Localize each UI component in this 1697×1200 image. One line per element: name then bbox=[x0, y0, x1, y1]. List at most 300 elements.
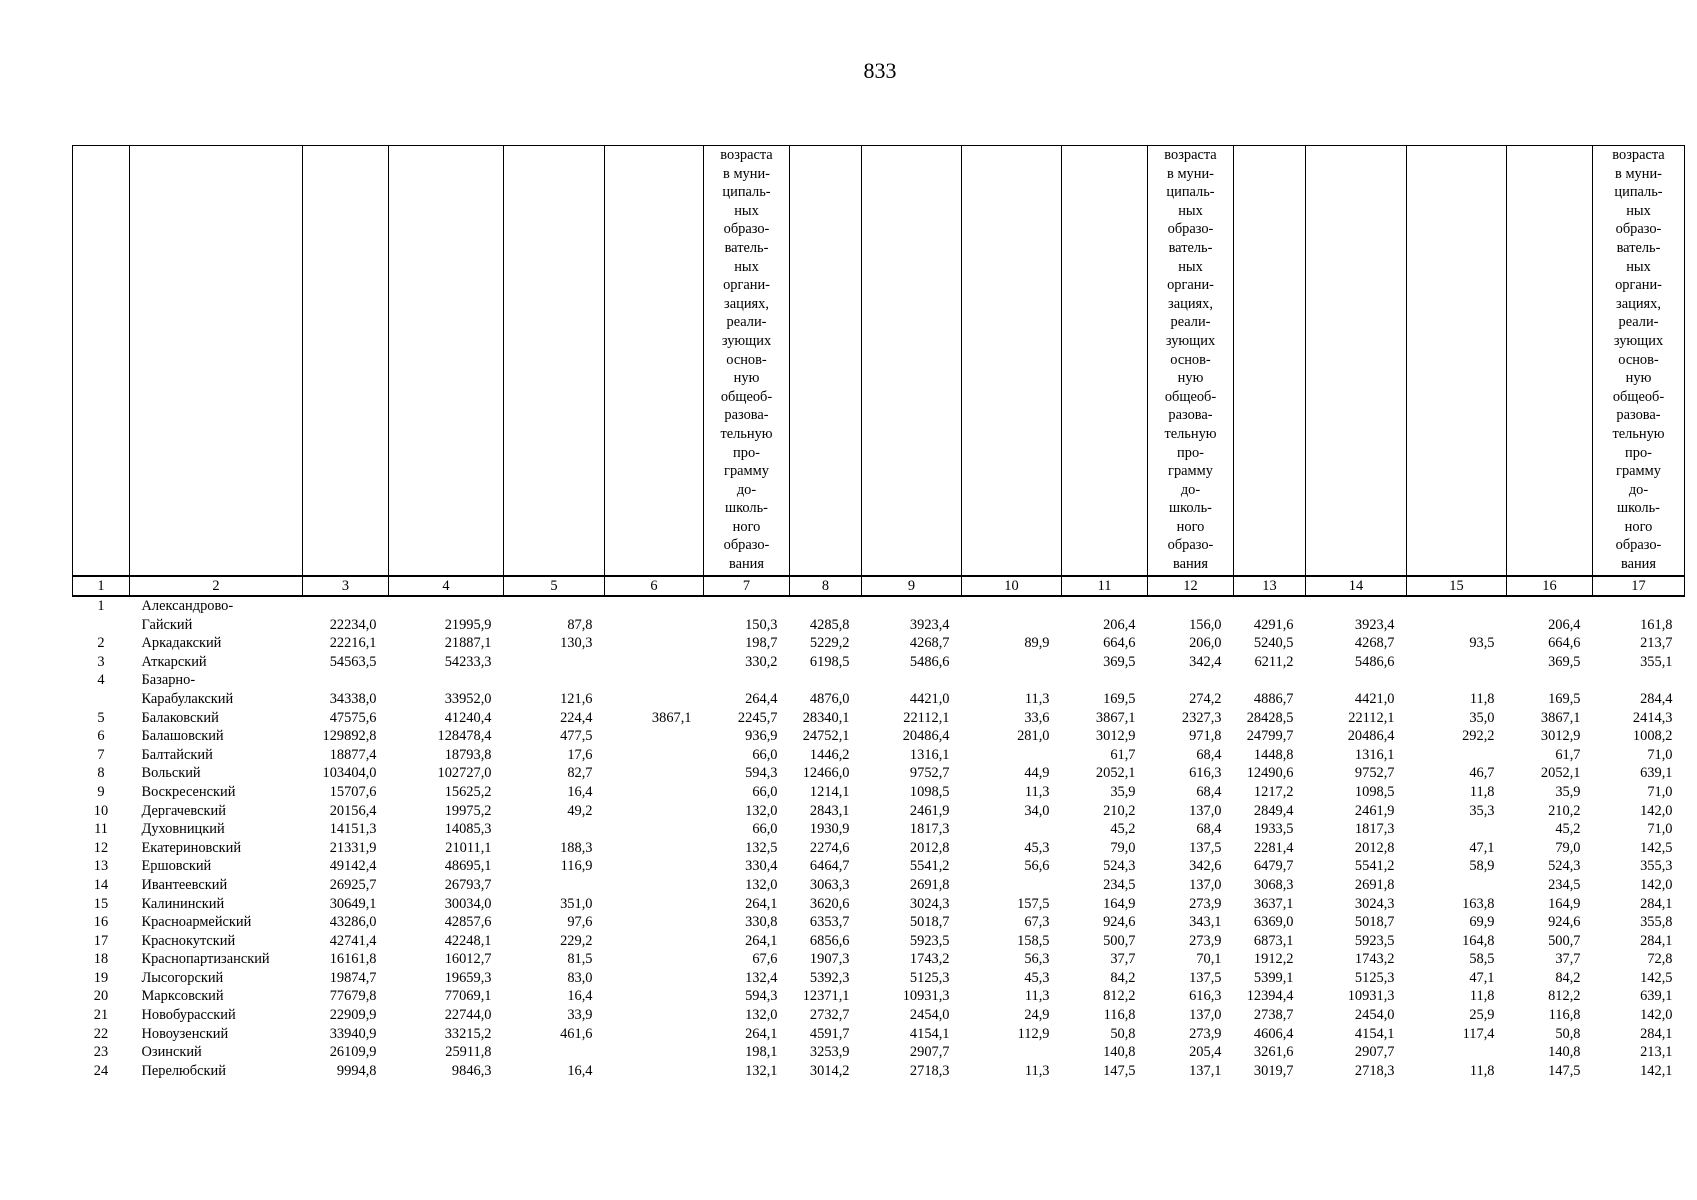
value-cell: 67,3 bbox=[1024, 914, 1050, 931]
row-index: 11 bbox=[94, 821, 108, 838]
header-cell-col-12: возраста в муни- ципаль- ных образо- ватель- ных органи- зациях, реали- зующих основ- ную общеоб- разова- тельную про- грамму до- школь- ного образо- вания bbox=[1148, 146, 1234, 577]
value-cell: 664,6 bbox=[1548, 635, 1581, 652]
value-cell: 142,0 bbox=[1640, 1007, 1673, 1024]
value-cell: 369,5 bbox=[1548, 653, 1581, 670]
table-row bbox=[73, 671, 1685, 708]
value-cell: 3014,2 bbox=[809, 1062, 850, 1079]
value-cell: 130,3 bbox=[560, 635, 593, 652]
value-cell: 21331,9 bbox=[329, 839, 377, 856]
row-index: 20 bbox=[93, 988, 109, 1005]
value-cell bbox=[605, 764, 704, 783]
value-cell: 34,0 bbox=[1024, 802, 1050, 819]
table-row bbox=[73, 727, 1685, 746]
row-index: 12 bbox=[93, 839, 109, 856]
district-name: Аркадакский bbox=[141, 635, 222, 652]
column-number-7: 7 bbox=[704, 576, 790, 596]
value-cell: 330,2 bbox=[745, 653, 778, 670]
value-cell: 616,3 bbox=[1189, 988, 1222, 1005]
value-cell: 12490,6 bbox=[1246, 765, 1294, 782]
value-cell: 6369,0 bbox=[1253, 914, 1294, 931]
value-cell: 26925,7 bbox=[329, 876, 377, 893]
value-cell: 5392,3 bbox=[809, 969, 850, 986]
header-cell-col-2 bbox=[130, 146, 303, 577]
column-number-row bbox=[73, 576, 1685, 596]
value-cell: 639,1 bbox=[1640, 988, 1673, 1005]
value-cell bbox=[605, 876, 704, 895]
value-cell: 477,5 bbox=[560, 728, 593, 745]
value-cell: 14085,3 bbox=[444, 821, 492, 838]
value-cell: 128478,4 bbox=[437, 728, 492, 745]
value-cell: 264,1 bbox=[745, 932, 778, 949]
value-cell: 10931,3 bbox=[1347, 988, 1395, 1005]
value-cell: 355,3 bbox=[1640, 858, 1673, 875]
value-cell: 15625,2 bbox=[444, 783, 492, 800]
value-cell: 188,3 bbox=[560, 839, 593, 856]
value-cell: 284,1 bbox=[1640, 1025, 1673, 1042]
value-cell: 56,3 bbox=[1024, 951, 1050, 968]
column-number-11: 11 bbox=[1062, 576, 1148, 596]
column-number-4: 4 bbox=[389, 576, 504, 596]
value-cell: 639,1 bbox=[1640, 765, 1673, 782]
value-cell: 33,9 bbox=[567, 1007, 593, 1024]
value-cell: 140,8 bbox=[1103, 1044, 1136, 1061]
value-cell: 15707,6 bbox=[329, 783, 377, 800]
value-cell: 103404,0 bbox=[322, 765, 377, 782]
value-cell: 2274,6 bbox=[809, 839, 850, 856]
value-cell: 84,2 bbox=[1555, 969, 1581, 986]
header-cell-col-4 bbox=[389, 146, 504, 577]
row-index: 6 bbox=[97, 728, 105, 745]
value-cell: 274,2 bbox=[1189, 690, 1222, 707]
value-cell: 48695,1 bbox=[444, 858, 492, 875]
column-number-5: 5 bbox=[504, 576, 605, 596]
value-cell: 132,0 bbox=[745, 876, 778, 893]
value-cell: 2738,7 bbox=[1253, 1007, 1294, 1024]
column-header-row bbox=[73, 146, 1685, 577]
value-cell bbox=[504, 876, 605, 895]
value-cell: 21887,1 bbox=[444, 635, 492, 652]
row-index: 7 bbox=[97, 746, 105, 763]
value-cell: 35,0 bbox=[1469, 709, 1495, 726]
value-cell: 30034,0 bbox=[444, 895, 492, 912]
table-row bbox=[73, 895, 1685, 914]
row-index: 24 bbox=[93, 1062, 109, 1079]
value-cell: 5541,2 bbox=[909, 858, 950, 875]
row-index: 19 bbox=[93, 969, 109, 986]
budget-table bbox=[72, 145, 1685, 1080]
value-cell: 273,9 bbox=[1189, 895, 1222, 912]
district-name: Красноармейский bbox=[141, 914, 252, 931]
district-name: Краснокутский bbox=[141, 932, 236, 949]
value-cell: 4268,7 bbox=[1354, 635, 1395, 652]
value-cell: 461,6 bbox=[560, 1025, 593, 1042]
value-cell: 1743,2 bbox=[1354, 951, 1395, 968]
value-cell: 132,5 bbox=[745, 839, 778, 856]
value-cell: 2843,1 bbox=[809, 802, 850, 819]
value-cell: 11,8 bbox=[1469, 1062, 1495, 1079]
table-row bbox=[73, 1025, 1685, 1044]
value-cell: 229,2 bbox=[560, 932, 593, 949]
row-index: 9 bbox=[97, 783, 105, 800]
column-number-13: 13 bbox=[1234, 576, 1306, 596]
value-cell: 6856,6 bbox=[809, 932, 850, 949]
value-cell: 116,9 bbox=[560, 858, 593, 875]
value-cell: 2327,3 bbox=[1181, 709, 1222, 726]
table-row bbox=[73, 950, 1685, 969]
value-cell: 25,9 bbox=[1469, 1007, 1495, 1024]
value-cell: 150,3 bbox=[745, 616, 778, 633]
value-cell: 20486,4 bbox=[1347, 728, 1395, 745]
value-cell: 9752,7 bbox=[1354, 765, 1395, 782]
value-cell: 1098,5 bbox=[909, 783, 950, 800]
value-cell: 2718,3 bbox=[1354, 1062, 1395, 1079]
value-cell: 2414,3 bbox=[1632, 709, 1673, 726]
value-cell: 22909,9 bbox=[329, 1007, 377, 1024]
value-cell bbox=[605, 802, 704, 821]
value-cell: 102727,0 bbox=[437, 765, 492, 782]
value-cell: 33,6 bbox=[1024, 709, 1050, 726]
value-cell: 142,1 bbox=[1640, 1062, 1673, 1079]
value-cell: 6198,5 bbox=[809, 653, 850, 670]
value-cell: 4268,7 bbox=[909, 635, 950, 652]
value-cell: 4291,6 bbox=[1253, 616, 1294, 633]
district-name: Дергачевский bbox=[141, 802, 226, 819]
value-cell: 45,2 bbox=[1110, 821, 1136, 838]
value-cell: 3068,3 bbox=[1253, 876, 1294, 893]
value-cell: 47,1 bbox=[1469, 969, 1495, 986]
value-cell: 18793,8 bbox=[444, 746, 492, 763]
value-cell: 1008,2 bbox=[1632, 728, 1673, 745]
value-cell bbox=[605, 1062, 704, 1081]
value-cell: 5923,5 bbox=[1354, 932, 1395, 949]
value-cell: 16012,7 bbox=[444, 951, 492, 968]
row-index: 1 bbox=[97, 598, 105, 614]
value-cell: 11,8 bbox=[1469, 783, 1495, 800]
value-cell: 12394,4 bbox=[1246, 988, 1294, 1005]
value-cell: 1907,3 bbox=[809, 951, 850, 968]
value-cell: 1743,2 bbox=[909, 951, 950, 968]
value-cell: 1316,1 bbox=[909, 746, 950, 763]
row-index: 17 bbox=[93, 932, 109, 949]
value-cell: 20486,4 bbox=[902, 728, 950, 745]
value-cell: 19659,3 bbox=[444, 969, 492, 986]
district-name: Ершовский bbox=[141, 858, 212, 875]
value-cell: 67,6 bbox=[752, 951, 778, 968]
table-row bbox=[73, 634, 1685, 653]
value-cell: 1912,2 bbox=[1253, 951, 1294, 968]
value-cell: 330,4 bbox=[745, 858, 778, 875]
value-cell: 284,4 bbox=[1640, 690, 1673, 707]
value-cell: 9846,3 bbox=[451, 1062, 492, 1079]
value-cell: 47575,6 bbox=[329, 709, 377, 726]
value-cell bbox=[1407, 653, 1507, 672]
value-cell: 11,8 bbox=[1469, 988, 1495, 1005]
value-cell: 45,3 bbox=[1024, 839, 1050, 856]
value-cell: 14151,3 bbox=[329, 821, 377, 838]
row-index: 2 bbox=[97, 635, 105, 652]
district-name: Калининский bbox=[141, 895, 225, 912]
table-row bbox=[73, 839, 1685, 858]
table-row bbox=[73, 783, 1685, 802]
value-cell: 30649,1 bbox=[329, 895, 377, 912]
value-cell: 137,1 bbox=[1189, 1062, 1222, 1079]
value-cell: 79,0 bbox=[1110, 839, 1136, 856]
district-name: Балаковский bbox=[141, 709, 219, 726]
value-cell: 264,1 bbox=[745, 895, 778, 912]
value-cell: 524,3 bbox=[1103, 858, 1136, 875]
value-cell bbox=[605, 746, 704, 765]
value-cell: 71,0 bbox=[1647, 821, 1673, 838]
value-cell: 117,4 bbox=[1462, 1025, 1495, 1042]
value-cell bbox=[605, 596, 704, 634]
value-cell: 3024,3 bbox=[909, 895, 950, 912]
value-cell: 66,0 bbox=[752, 746, 778, 763]
value-cell: 3923,4 bbox=[1354, 616, 1395, 633]
column-number-1: 1 bbox=[73, 576, 130, 596]
value-cell: 61,7 bbox=[1555, 746, 1581, 763]
header-cell-col-1 bbox=[73, 146, 130, 577]
value-cell: 1817,3 bbox=[1354, 821, 1395, 838]
value-cell: 169,5 bbox=[1548, 690, 1581, 707]
value-cell: 369,5 bbox=[1103, 653, 1136, 670]
value-cell: 22112,1 bbox=[1348, 709, 1395, 726]
value-cell: 3637,1 bbox=[1253, 895, 1294, 912]
value-cell bbox=[605, 1043, 704, 1062]
value-cell: 2461,9 bbox=[1354, 802, 1395, 819]
value-cell: 292,2 bbox=[1462, 728, 1495, 745]
value-cell: 10931,3 bbox=[902, 988, 950, 1005]
value-cell bbox=[605, 987, 704, 1006]
value-cell: 56,6 bbox=[1024, 858, 1050, 875]
value-cell: 2012,8 bbox=[1354, 839, 1395, 856]
row-index: 5 bbox=[97, 709, 105, 726]
value-cell: 37,7 bbox=[1110, 951, 1136, 968]
value-cell: 4606,4 bbox=[1253, 1025, 1294, 1042]
value-cell bbox=[504, 653, 605, 672]
value-cell: 121,6 bbox=[560, 690, 593, 707]
value-cell: 132,4 bbox=[745, 969, 778, 986]
value-cell: 46,7 bbox=[1469, 765, 1495, 782]
value-cell: 112,9 bbox=[1017, 1025, 1050, 1042]
value-cell bbox=[605, 857, 704, 876]
district-name: Перелюбский bbox=[141, 1062, 226, 1079]
value-cell: 147,5 bbox=[1103, 1062, 1136, 1079]
value-cell bbox=[504, 820, 605, 839]
value-cell: 3867,1 bbox=[1540, 709, 1581, 726]
value-cell: 58,9 bbox=[1469, 858, 1495, 875]
value-cell bbox=[605, 727, 704, 746]
value-cell: 351,0 bbox=[560, 895, 593, 912]
value-cell: 18877,4 bbox=[329, 746, 377, 763]
value-cell: 34338,0 bbox=[329, 690, 377, 707]
value-cell: 24799,7 bbox=[1246, 728, 1294, 745]
value-cell: 524,3 bbox=[1548, 858, 1581, 875]
value-cell: 17,6 bbox=[567, 746, 593, 763]
value-cell: 137,0 bbox=[1189, 1007, 1222, 1024]
column-number-2: 2 bbox=[130, 576, 303, 596]
value-cell: 4591,7 bbox=[809, 1025, 850, 1042]
value-cell: 6479,7 bbox=[1253, 858, 1294, 875]
value-cell: 42248,1 bbox=[444, 932, 492, 949]
value-cell: 594,3 bbox=[745, 988, 778, 1005]
row-index: 22 bbox=[93, 1025, 109, 1042]
value-cell: 137,5 bbox=[1189, 969, 1222, 986]
value-cell: 42857,6 bbox=[444, 914, 492, 931]
value-cell: 71,0 bbox=[1647, 783, 1673, 800]
column-number-15: 15 bbox=[1407, 576, 1507, 596]
value-cell: 87,8 bbox=[567, 616, 593, 633]
value-cell: 2718,3 bbox=[909, 1062, 950, 1079]
district-name: Ивантеевский bbox=[141, 876, 228, 893]
header-cell-col-5 bbox=[504, 146, 605, 577]
value-cell: 664,6 bbox=[1103, 635, 1136, 652]
value-cell: 2691,8 bbox=[1354, 876, 1395, 893]
header-cell-col-6 bbox=[605, 146, 704, 577]
row-index: 8 bbox=[97, 765, 105, 782]
value-cell: 936,9 bbox=[745, 728, 778, 745]
value-cell: 5399,1 bbox=[1253, 969, 1294, 986]
value-cell: 5125,3 bbox=[1354, 969, 1395, 986]
value-cell: 16161,8 bbox=[329, 951, 377, 968]
table-row bbox=[73, 913, 1685, 932]
value-cell: 9752,7 bbox=[909, 765, 950, 782]
value-cell: 35,3 bbox=[1469, 802, 1495, 819]
value-cell: 24,9 bbox=[1024, 1007, 1050, 1024]
value-cell: 206,4 bbox=[1548, 616, 1581, 633]
value-cell: 2849,4 bbox=[1253, 802, 1294, 819]
header-cell-col-7: возраста в муни- ципаль- ных образо- ватель- ных органи- зациях, реали- зующих основ- ную общеоб- разова- тельную про- грамму до- школь- ного образо- вания bbox=[704, 146, 790, 577]
row-index: 14 bbox=[93, 876, 109, 893]
value-cell: 206,0 bbox=[1189, 635, 1222, 652]
value-cell: 68,4 bbox=[1196, 821, 1222, 838]
value-cell: 4876,0 bbox=[809, 690, 850, 707]
header-cell-col-16 bbox=[1507, 146, 1593, 577]
value-cell: 1817,3 bbox=[909, 821, 950, 838]
value-cell bbox=[605, 1006, 704, 1025]
value-cell: 2907,7 bbox=[1354, 1044, 1395, 1061]
value-cell: 284,1 bbox=[1640, 932, 1673, 949]
value-cell bbox=[605, 895, 704, 914]
value-cell: 500,7 bbox=[1103, 932, 1136, 949]
row-index: 23 bbox=[93, 1044, 109, 1061]
table-row bbox=[73, 709, 1685, 728]
value-cell: 49,2 bbox=[567, 802, 593, 819]
value-cell: 3261,6 bbox=[1253, 1044, 1294, 1061]
value-cell: 68,4 bbox=[1196, 746, 1222, 763]
header-cell-col-13 bbox=[1234, 146, 1306, 577]
value-cell bbox=[962, 596, 1062, 634]
table-row bbox=[73, 1043, 1685, 1062]
header-cell-col-8 bbox=[790, 146, 862, 577]
value-cell bbox=[605, 913, 704, 932]
table-row bbox=[73, 764, 1685, 783]
value-cell: 273,9 bbox=[1189, 1025, 1222, 1042]
value-cell bbox=[1407, 820, 1507, 839]
value-cell: 21995,9 bbox=[444, 616, 492, 633]
value-cell: 281,0 bbox=[1017, 728, 1050, 745]
row-index: 13 bbox=[93, 858, 109, 875]
value-cell: 812,2 bbox=[1103, 988, 1136, 1005]
value-cell: 97,6 bbox=[567, 914, 593, 931]
value-cell: 198,1 bbox=[745, 1044, 778, 1061]
value-cell: 9994,8 bbox=[336, 1062, 377, 1079]
column-number-17: 17 bbox=[1593, 576, 1685, 596]
value-cell: 213,1 bbox=[1640, 1044, 1673, 1061]
value-cell: 43286,0 bbox=[329, 914, 377, 931]
district-name: Аткарский bbox=[141, 653, 207, 670]
district-name: Екатериновский bbox=[141, 839, 242, 856]
table-row bbox=[73, 876, 1685, 895]
value-cell bbox=[605, 839, 704, 858]
value-cell: 5923,5 bbox=[909, 932, 950, 949]
value-cell: 11,3 bbox=[1024, 988, 1050, 1005]
value-cell: 12466,0 bbox=[802, 765, 850, 782]
column-number-14: 14 bbox=[1306, 576, 1407, 596]
value-cell: 500,7 bbox=[1548, 932, 1581, 949]
value-cell: 84,2 bbox=[1110, 969, 1136, 986]
value-cell: 1448,8 bbox=[1253, 746, 1294, 763]
value-cell: 5541,2 bbox=[1354, 858, 1395, 875]
value-cell bbox=[1407, 596, 1507, 634]
value-cell: 49142,4 bbox=[329, 858, 377, 875]
value-cell: 343,1 bbox=[1189, 914, 1222, 931]
value-cell: 161,8 bbox=[1640, 616, 1673, 633]
value-cell: 3867,1 bbox=[651, 709, 692, 726]
value-cell: 5125,3 bbox=[909, 969, 950, 986]
value-cell bbox=[605, 653, 704, 672]
table-row bbox=[73, 802, 1685, 821]
value-cell: 3012,9 bbox=[1540, 728, 1581, 745]
value-cell: 11,3 bbox=[1024, 690, 1050, 707]
value-cell: 164,9 bbox=[1548, 895, 1581, 912]
value-cell: 83,0 bbox=[567, 969, 593, 986]
value-cell: 5229,2 bbox=[809, 635, 850, 652]
value-cell: 5018,7 bbox=[1354, 914, 1395, 931]
value-cell: 5240,5 bbox=[1253, 635, 1294, 652]
value-cell: 21011,1 bbox=[445, 839, 492, 856]
value-cell: 3253,9 bbox=[809, 1044, 850, 1061]
district-name: Новобурасский bbox=[141, 1007, 236, 1024]
value-cell: 157,5 bbox=[1017, 895, 1050, 912]
value-cell: 206,4 bbox=[1103, 616, 1136, 633]
value-cell: 54233,3 bbox=[444, 653, 492, 670]
value-cell: 616,3 bbox=[1189, 765, 1222, 782]
value-cell bbox=[1407, 1043, 1507, 1062]
value-cell: 137,5 bbox=[1189, 839, 1222, 856]
value-cell: 44,9 bbox=[1024, 765, 1050, 782]
value-cell: 4421,0 bbox=[909, 690, 950, 707]
value-cell: 234,5 bbox=[1548, 876, 1581, 893]
value-cell: 2732,7 bbox=[809, 1007, 850, 1024]
value-cell: 70,1 bbox=[1196, 951, 1222, 968]
value-cell: 22744,0 bbox=[444, 1007, 492, 1024]
district-name: Озинский bbox=[141, 1044, 202, 1061]
value-cell: 5486,6 bbox=[1354, 653, 1395, 670]
value-cell: 4886,7 bbox=[1253, 690, 1294, 707]
district-name: Базарно- Карабулакский bbox=[141, 672, 234, 707]
value-cell: 3867,1 bbox=[1095, 709, 1136, 726]
row-index: 3 bbox=[97, 653, 105, 670]
value-cell: 273,9 bbox=[1189, 932, 1222, 949]
value-cell: 129892,8 bbox=[322, 728, 377, 745]
value-cell: 25911,8 bbox=[445, 1044, 492, 1061]
value-cell: 6464,7 bbox=[809, 858, 850, 875]
value-cell: 142,5 bbox=[1640, 839, 1673, 856]
value-cell: 205,4 bbox=[1189, 1044, 1222, 1061]
value-cell: 3620,6 bbox=[809, 895, 850, 912]
value-cell: 77679,8 bbox=[329, 988, 377, 1005]
header-cell-col-3 bbox=[303, 146, 389, 577]
